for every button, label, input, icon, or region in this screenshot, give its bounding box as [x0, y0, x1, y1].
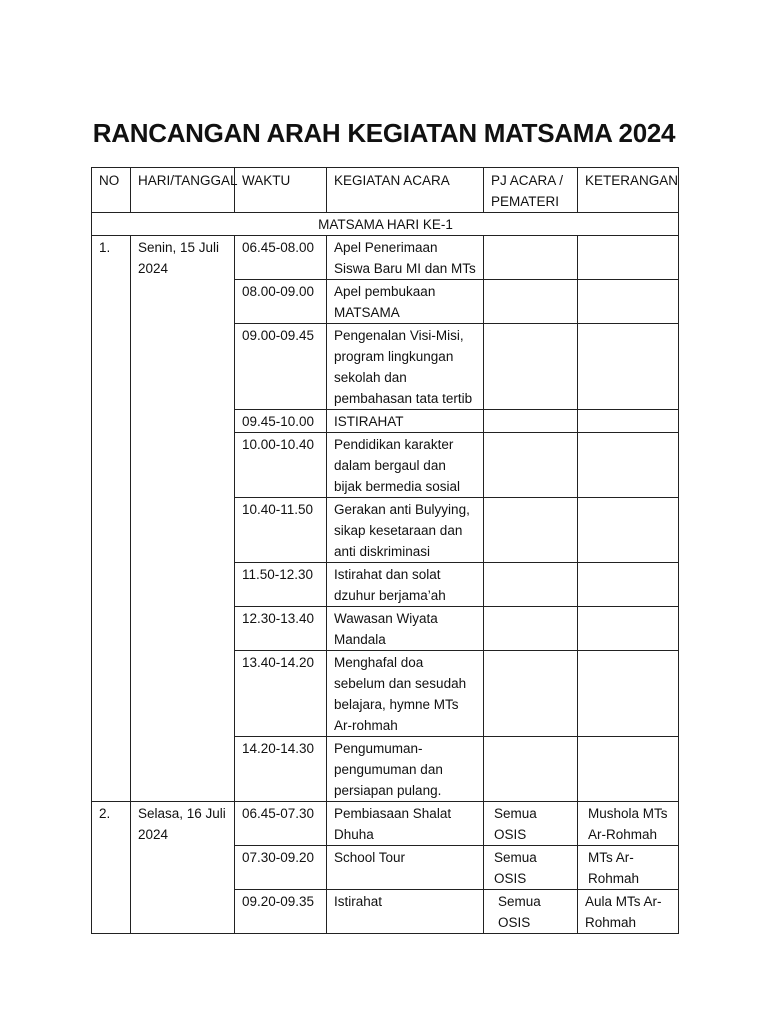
- row-note: [578, 280, 679, 324]
- document-title: RANCANGAN ARAH KEGIATAN MATSAMA 2024: [92, 118, 676, 148]
- row-pic: Semua OSIS: [484, 890, 578, 934]
- row-pic: [484, 651, 578, 737]
- header-day: HARI/TANGGAL: [131, 168, 235, 213]
- row-activity: Wawasan Wiyata Mandala: [327, 607, 484, 651]
- row-note: [578, 410, 679, 433]
- row-note: [578, 563, 679, 607]
- row-activity: Istirahat dan solat dzuhur berjama’ah: [327, 563, 484, 607]
- row-note: [578, 607, 679, 651]
- row-date: Selasa, 16 Juli 2024: [131, 802, 235, 934]
- row-note: [578, 498, 679, 563]
- table-row: [92, 802, 679, 846]
- row-activity: Apel pembukaan MATSAMA: [327, 280, 484, 324]
- row-activity: Pengumuman-pengumuman dan persiapan pulang.: [327, 737, 484, 802]
- row-activity: Apel Penerimaan Siswa Baru MI dan MTs: [327, 236, 484, 280]
- row-note: [578, 324, 679, 410]
- schedule-table: [91, 167, 679, 934]
- row-activity: Menghafal doa sebelum dan sesudah belajara, hymne MTs Ar-rohmah: [327, 651, 484, 737]
- row-note: [578, 737, 679, 802]
- row-time: 06.45-07.30: [235, 802, 327, 846]
- row-pic: [484, 433, 578, 498]
- row-pic: [484, 236, 578, 280]
- row-pic: [484, 737, 578, 802]
- row-activity: Pendidikan karakter dalam bergaul dan bijak bermedia sosial: [327, 433, 484, 498]
- row-pic: [484, 410, 578, 433]
- row-time: 11.50-12.30: [235, 563, 327, 607]
- row-time: 10.00-10.40: [235, 433, 327, 498]
- row-activity: Pembiasaan Shalat Dhuha: [327, 802, 484, 846]
- row-pic: Semua OSIS: [484, 802, 578, 846]
- section-label: MATSAMA HARI KE-1: [92, 213, 679, 236]
- section-row: [92, 213, 679, 236]
- row-pic: [484, 563, 578, 607]
- row-activity: Istirahat: [327, 890, 484, 934]
- row-activity: Gerakan anti Bulyying, sikap kesetaraan dan anti diskriminasi: [327, 498, 484, 563]
- row-note: [578, 433, 679, 498]
- row-time: 09.20-09.35: [235, 890, 327, 934]
- row-date: Senin, 15 Juli 2024: [131, 236, 235, 802]
- row-time: 09.45-10.00: [235, 410, 327, 433]
- row-time: 13.40-14.20: [235, 651, 327, 737]
- row-note: MTs Ar-Rohmah: [578, 846, 679, 890]
- row-time: 09.00-09.45: [235, 324, 327, 410]
- header-note: KETERANGAN: [578, 168, 679, 213]
- row-pic: [484, 280, 578, 324]
- header-row: [92, 168, 679, 213]
- row-pic: [484, 324, 578, 410]
- row-pic: Semua OSIS: [484, 846, 578, 890]
- row-pic: [484, 607, 578, 651]
- row-activity: School Tour: [327, 846, 484, 890]
- row-time: 14.20-14.30: [235, 737, 327, 802]
- header-activity: KEGIATAN ACARA: [327, 168, 484, 213]
- row-note: [578, 236, 679, 280]
- row-note: Mushola MTs Ar-Rohmah: [578, 802, 679, 846]
- row-note: [578, 651, 679, 737]
- row-time: 08.00-09.00: [235, 280, 327, 324]
- header-pic: PJ ACARA / PEMATERI: [484, 168, 578, 213]
- row-note: Aula MTs Ar-Rohmah: [578, 890, 679, 934]
- row-time: 06.45-08.00: [235, 236, 327, 280]
- row-no: 1.: [92, 236, 131, 802]
- table-row: [92, 236, 679, 280]
- row-activity: Pengenalan Visi-Misi, program lingkungan sekolah dan pembahasan tata tertib: [327, 324, 484, 410]
- header-no: NO: [92, 168, 131, 213]
- row-pic: [484, 498, 578, 563]
- row-activity: ISTIRAHAT: [327, 410, 484, 433]
- row-time: 10.40-11.50: [235, 498, 327, 563]
- header-time: WAKTU: [235, 168, 327, 213]
- row-time: 07.30-09.20: [235, 846, 327, 890]
- row-no: 2.: [92, 802, 131, 934]
- row-time: 12.30-13.40: [235, 607, 327, 651]
